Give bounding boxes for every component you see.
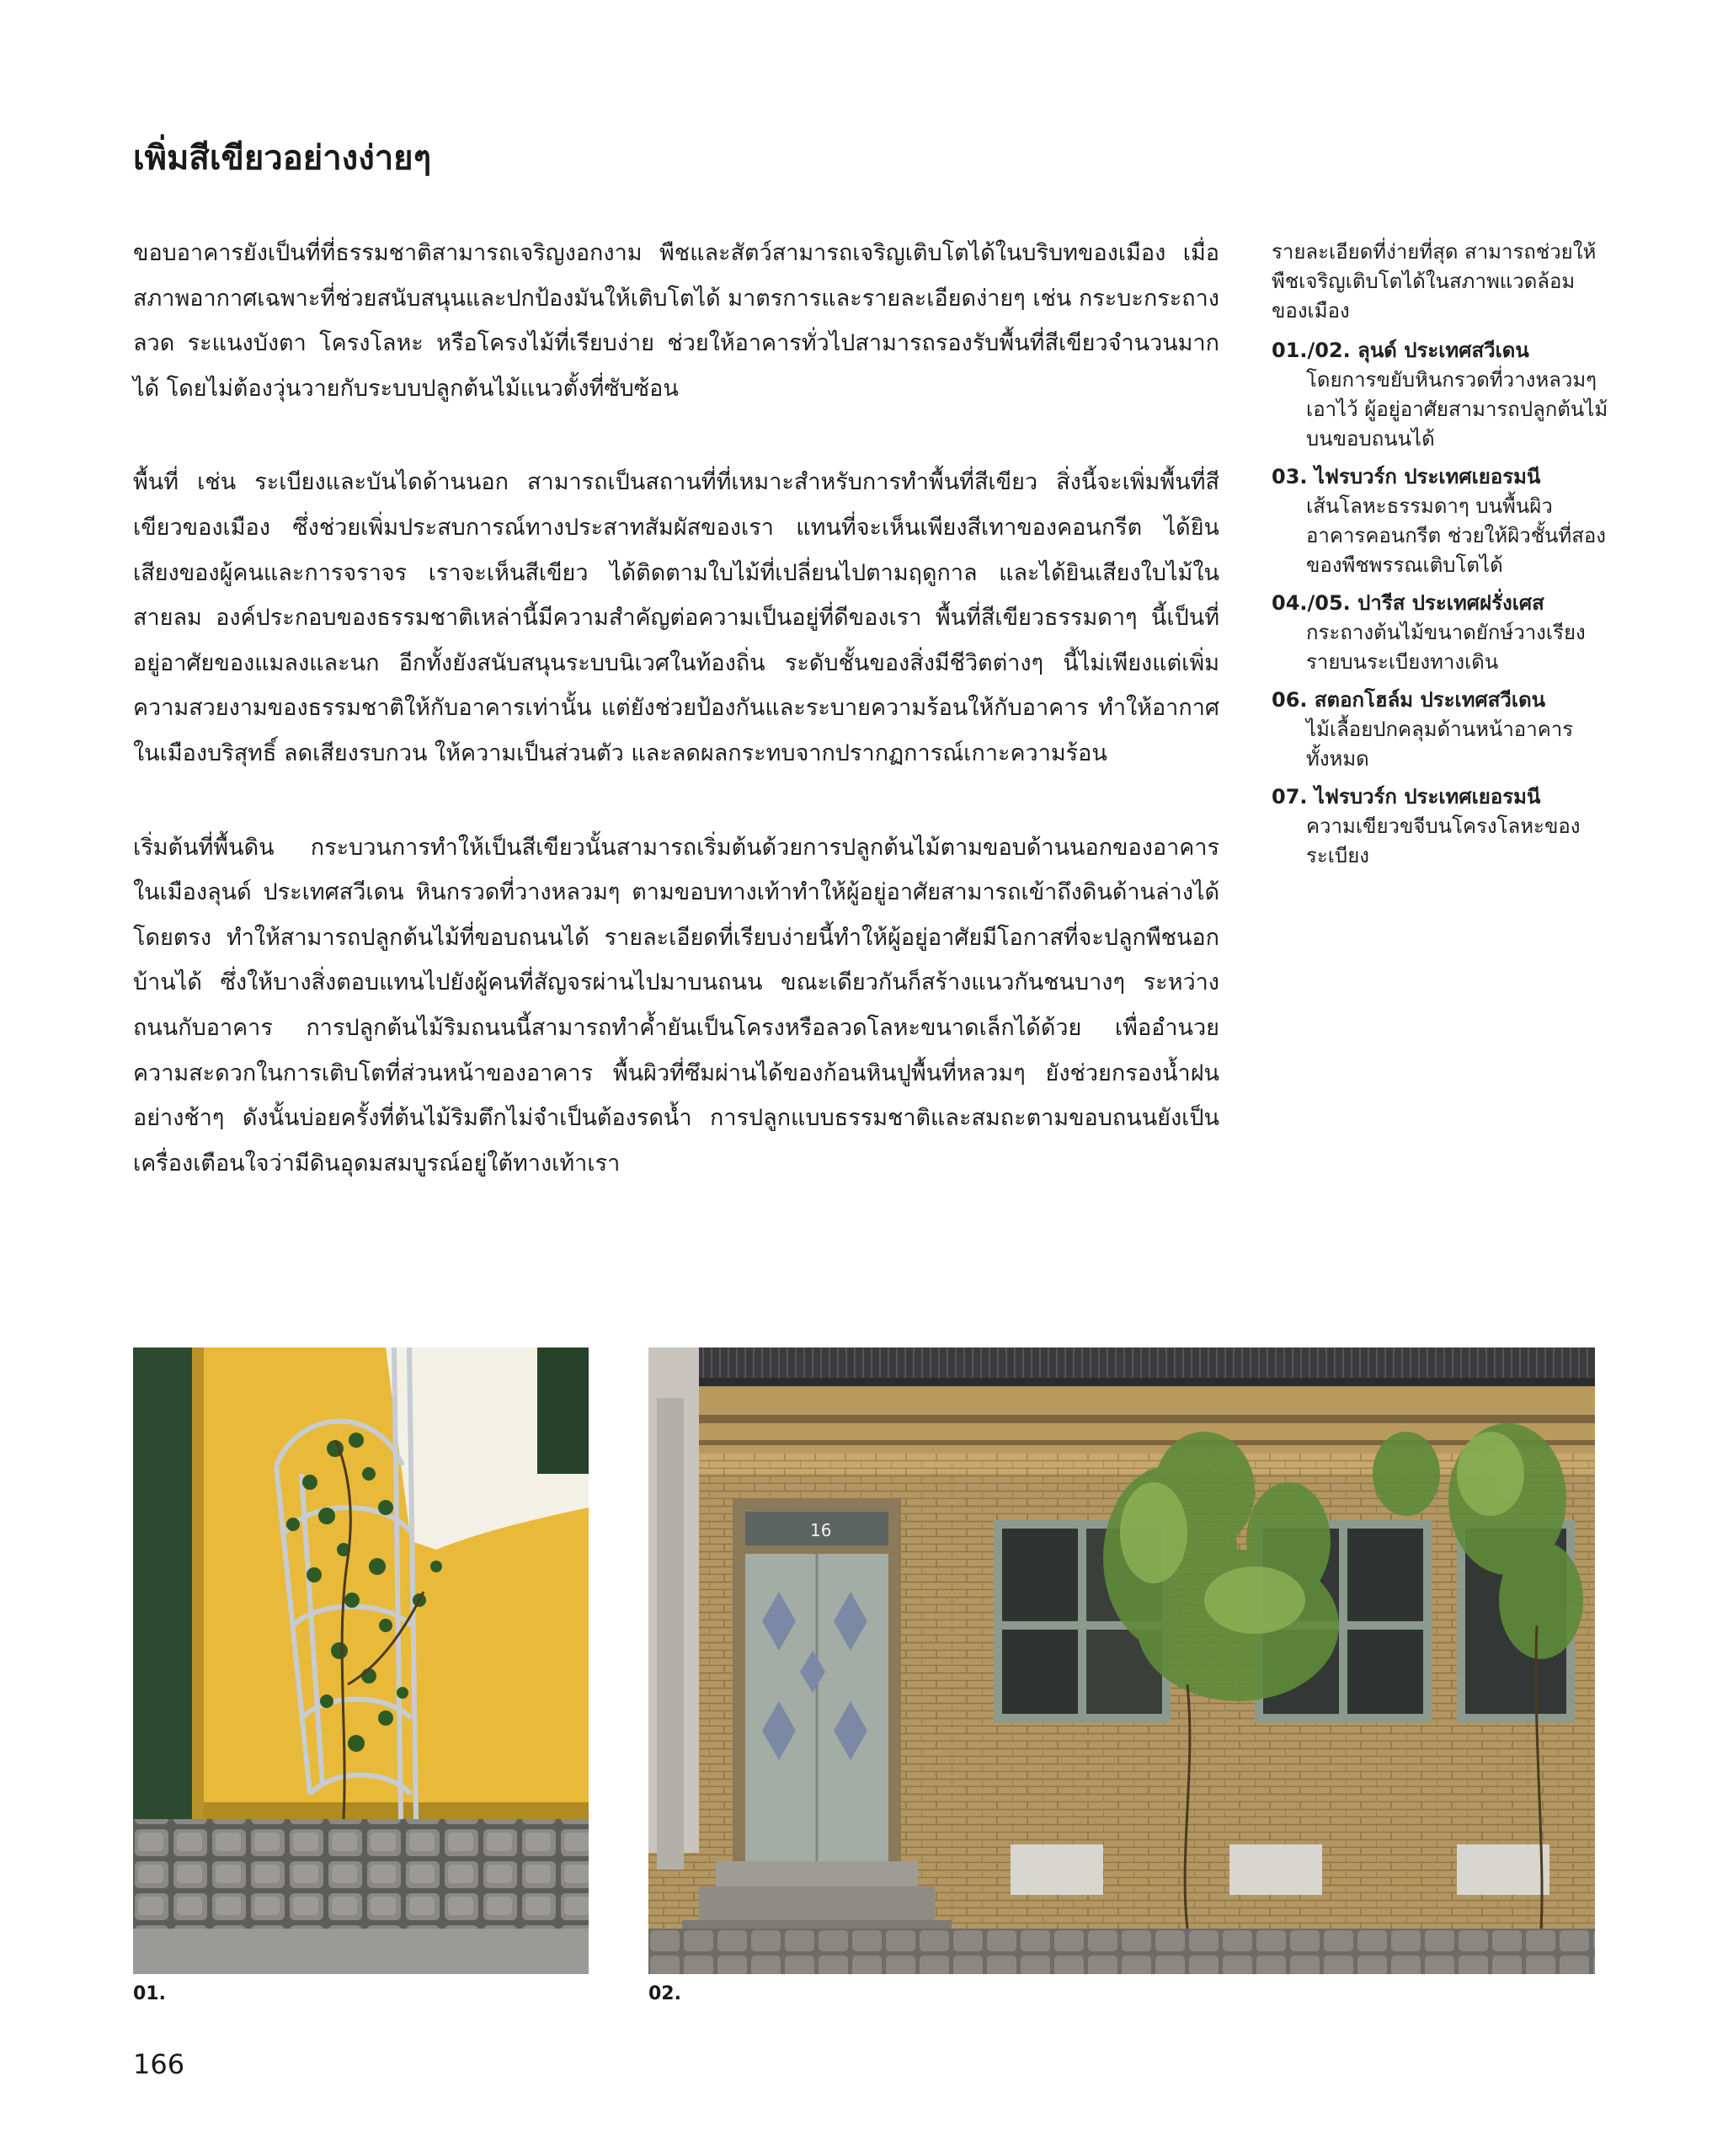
caption-item: [1272, 686, 1608, 774]
caption-description: ไม้เลื้อยปกคลุมด้านหน้าอาคารทั้งหมด: [1306, 718, 1574, 771]
page-title: เพิ่มสีเขียวอย่างง่ายๆ: [133, 139, 432, 178]
caption-description: โดยการขยับหินกรวดที่วางหลวมๆ เอาไว้ ผู้อยู่อาศัยสามารถปลูกต้นไม้บนขอบถนนได้: [1306, 368, 1608, 451]
caption-item: [1272, 782, 1608, 871]
photo-trellis-yellow-wall: [133, 1348, 589, 1974]
caption-item: [1272, 336, 1608, 454]
figure-label: 02.: [648, 1983, 681, 2004]
figure-label: 01.: [133, 1983, 166, 2004]
caption-description: เส้นโลหะธรรมดาๆ บนพื้นผิวอาคารคอนกรีต ช่วยให้ผิวชั้นที่สองของพืชพรรณเติบโตได้: [1306, 494, 1607, 577]
body-paragraph: เริ่มต้นที่พื้นดิน กระบวนการทำให้เป็นสีเขียวนั้นสามารถเริ่มต้นด้วยการปลูกต้นไม้ตามขอบด้านนอกของอาคาร ในเมืองลุนด์ ประเทศสวีเดน หินกรวดที่วางหลวมๆ ตามขอบทางเท้าทำให้ผู้อยู่อาศัยสามารถเข้าถึงดินด้านล่างได้โดยตรง ทำให้สามารถปลูกต้นไม้ที่ขอบถนนได้ รายละเอียดที่เรียบง่ายนี้ทำให้ผู้อยู่อาศัยมีโอกาสที่จะปลูกพืชนอกบ้านได้ ซึ่งให้บางสิ่งตอบแทนไปยังผู้คนที่สัญจรผ่านไปมาบนถนน ขณะเดียวกันก็สร้างแนวกันชนบางๆ ระหว่างถนนกับอาคาร การปลูกต้นไม้ริมถนนนี้สามารถทำค้ำยันเป็นโครงหรือลวดโลหะขนาดเล็กได้ด้วย เพื่ออำนวยความสะดวกในการเติบโตที่ส่วนหน้าของอาคาร พื้นผิวที่ซึมผ่านได้ของก้อนหินปูพื้นที่หลวมๆ ยังช่วยกรองน้ำฝนอย่างช้าๆ ดังนั้นบ่อยครั้งที่ต้นไม้ริมตึกไม่จำเป็นต้องรดน้ำ การปลูกแบบธรรมชาติและสมถะตามขอบถนนยังเป็นเครื่องเตือนใจว่ามีดินอุดมสมบูรณ์อยู่ใต้ทางเท้าเรา: [133, 834, 1219, 1177]
caption-item: [1272, 589, 1608, 677]
body-paragraph: พื้นที่ เช่น ระเบียงและบันไดด้านนอก สามารถเป็นสถานที่ที่เหมาะสำหรับการทำพื้นที่สีเขียว สิ่งนี้จะเพิ่มพื้นที่สีเขียวของเมือง ซึ่งช่วยเพิ่มประสบการณ์ทางประสาทสัมผัสของเรา แทนที่จะเห็นเพียงสีเทาของคอนกรีต ได้ยินเสียงของผู้คนและการจราจร เราจะเห็นสีเขียว ได้ติดตามใบไม้ที่เปลี่ยนไปตามฤดูกาล และได้ยินเสียงใบไม้ในสายลม องค์ประกอบของธรรมชาติเหล่านี้มีความสำคัญต่อความเป็นอยู่ที่ดีของเรา พื้นที่สีเขียวธรรมดาๆ นี้เป็นที่อยู่อาศัยของแมลงและนก อีกทั้งยังสนับสนุนระบบนิเวศในท้องถิ่น ระดับชั้นของสิ่งมีชีวิตต่างๆ นี้ไม่เพียงแต่เพิ่มความสวยงามของธรรมชาติให้กับอาคารเท่านั้น แต่ยังช่วยป้องกันและระบายความร้อนให้กับอาคาร ทำให้อากาศในเมืองบริสุทธิ์ ลดเสียงรบกวน ให้ความเป็นส่วนตัว และลดผลกระทบจากปรากฏการณ์เกาะความร้อน: [133, 469, 1219, 766]
sidebar-captions: [1272, 237, 1608, 879]
body-paragraph: ขอบอาคารยังเป็นที่ที่ธรรมชาติสามารถเจริญงอกงาม พืชและสัตว์สามารถเจริญเติบโตได้ในบริบทของเมือง เมื่อสภาพอากาศเฉพาะที่ช่วยสนับสนุนและปกป้องมันให้เติบโตได้ มาตรการและรายละเอียดง่ายๆ เช่น กระบะกระถาง ลวด ระแนงบังตา โครงโลหะ หรือโครงไม้ที่เรียบง่าย ช่วยให้อาคารทั่วไปสามารถรองรับพื้นที่สีเขียวจำนวนมากได้ โดยไม่ต้องวุ่นวายกับระบบปลูกต้นไม้แนวตั้งที่ซับซ้อน: [133, 240, 1219, 402]
caption-heading: 03. ไฟรบวร์ก ประเทศเยอรมนี: [1272, 465, 1541, 488]
body-text: [133, 231, 1219, 1235]
caption-heading: 04./05. ปารีส ประเทศฝรั่งเศส: [1272, 591, 1544, 615]
sidebar-intro: รายละเอียดที่ง่ายที่สุด สามารถช่วยให้พืชเจริญเติบโตได้ในสภาพแวดล้อมของเมือง: [1272, 240, 1597, 323]
caption-description: ความเขียวขจีบนโครงโลหะของระเบียง: [1306, 814, 1581, 867]
door-number: 16: [810, 1520, 832, 1540]
photo-brick-house-facade: [648, 1348, 1595, 1974]
caption-heading: 06. สตอกโฮล์ม ประเทศสวีเดน: [1272, 688, 1546, 712]
page-number: 166: [133, 2048, 185, 2080]
caption-item: [1272, 462, 1608, 580]
caption-heading: 07. ไฟรบวร์ก ประเทศเยอรมนี: [1272, 785, 1541, 808]
caption-description: กระถางต้นไม้ขนาดยักษ์วางเรียงรายบนระเบียงทางเดิน: [1306, 621, 1586, 674]
caption-heading: 01./02. ลุนด์ ประเทศสวีเดน: [1272, 339, 1529, 362]
